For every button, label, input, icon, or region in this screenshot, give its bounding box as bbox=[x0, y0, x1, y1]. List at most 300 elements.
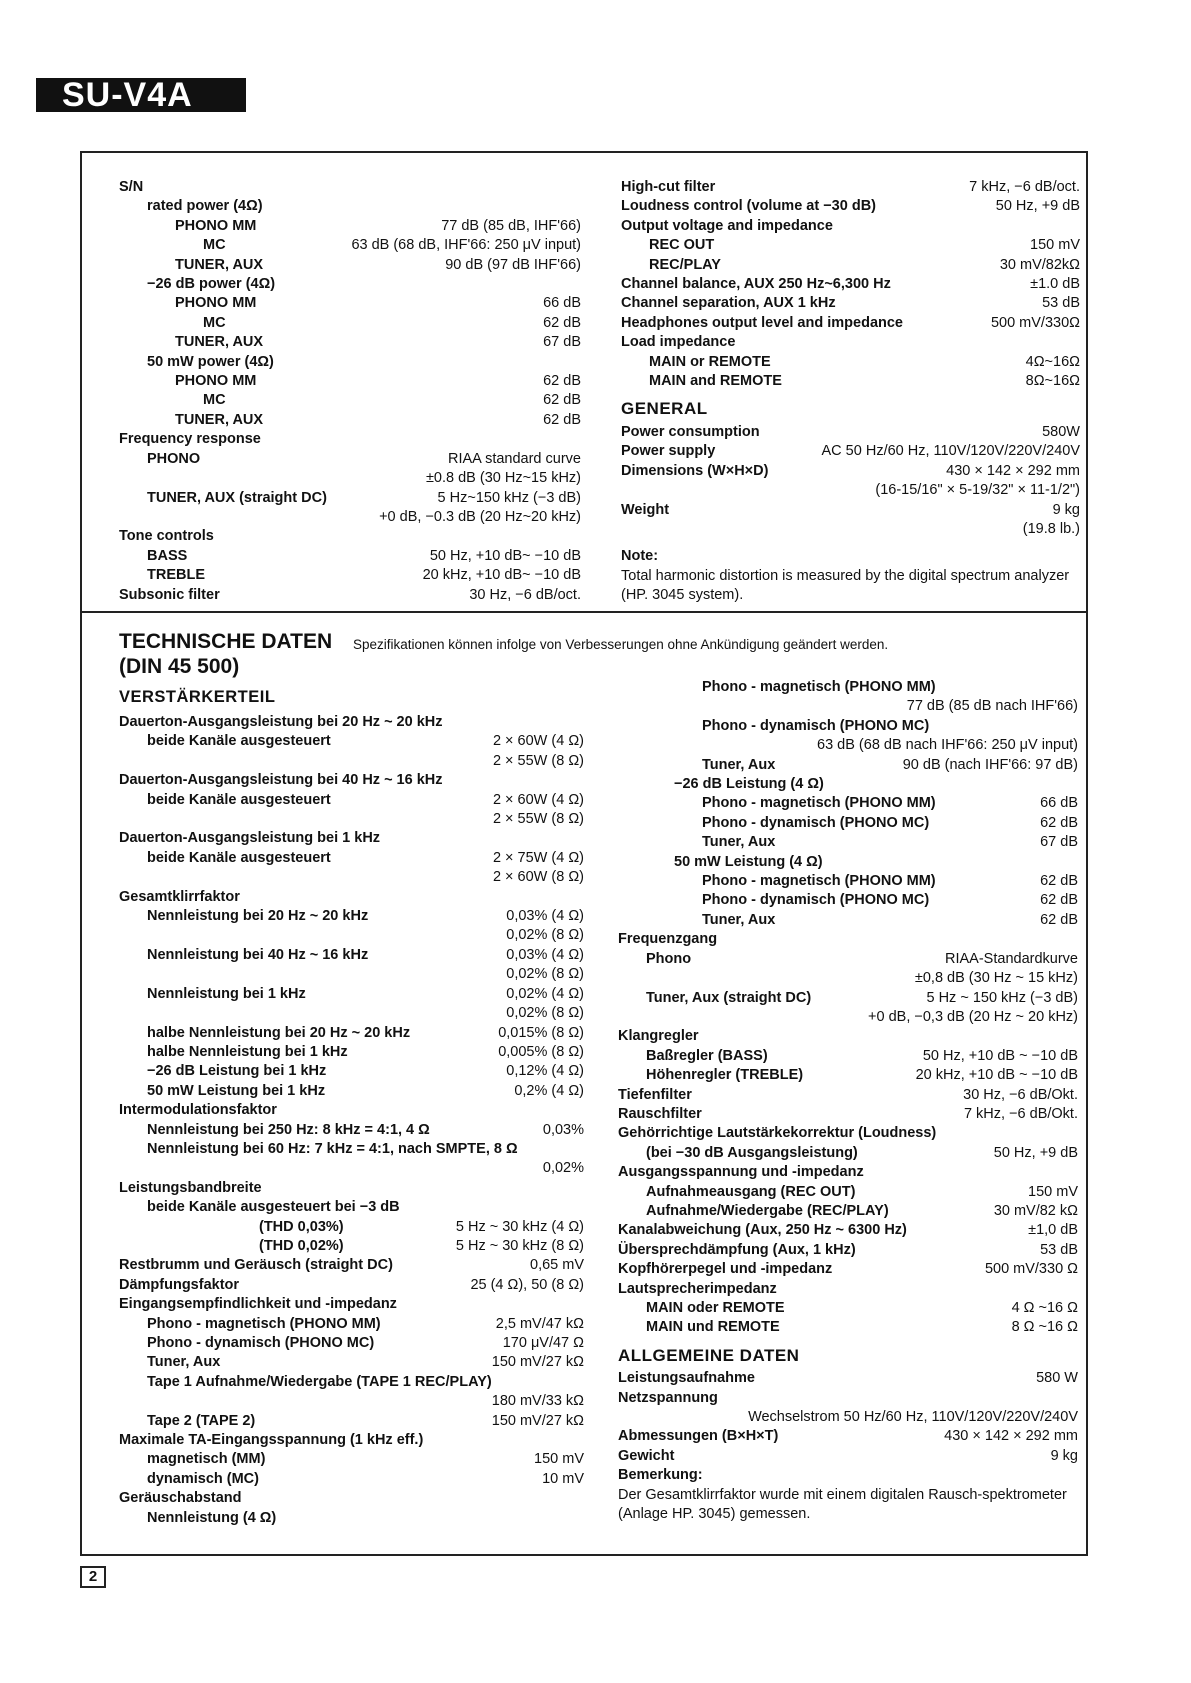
spec-label: Dämpfungsfaktor bbox=[119, 1276, 240, 1293]
spec-value: 0,015% (8 Ω) bbox=[498, 1024, 584, 1041]
spec-row bbox=[119, 1256, 584, 1275]
spec-row bbox=[119, 985, 584, 1004]
spec-label: 50 mW power (4Ω) bbox=[147, 353, 274, 370]
spec-label: Tuner, Aux (straight DC) bbox=[646, 989, 812, 1006]
spec-label: Power consumption bbox=[621, 423, 760, 440]
spec-value: 63 dB (68 dB, IHF'66: 250 μV input) bbox=[351, 237, 581, 254]
spec-label: (THD 0,03%) bbox=[259, 1218, 344, 1235]
spec-value: 7 kHz, −6 dB/Okt. bbox=[963, 1105, 1078, 1122]
spec-row bbox=[618, 1008, 1078, 1027]
spec-value: 2 × 75W (4 Ω) bbox=[492, 849, 584, 866]
spec-value: 150 mV/27 kΩ bbox=[491, 1354, 584, 1371]
spec-row bbox=[119, 353, 581, 372]
spec-row bbox=[119, 489, 581, 508]
spec-label: −26 dB Leistung bei 1 kHz bbox=[147, 1063, 327, 1080]
spec-label: Weight bbox=[621, 501, 670, 518]
note-heading: Note: bbox=[621, 548, 659, 565]
spec-value: 2 × 60W (4 Ω) bbox=[492, 733, 584, 750]
spec-row bbox=[618, 736, 1078, 755]
german-left-column bbox=[119, 713, 584, 1528]
spec-label: High-cut filter bbox=[621, 179, 716, 195]
spec-row bbox=[618, 1027, 1078, 1046]
spec-row bbox=[621, 314, 1080, 333]
spec-value: 0,02% (8 Ω) bbox=[506, 966, 584, 983]
spec-row bbox=[119, 508, 581, 527]
spec-row bbox=[119, 1450, 584, 1469]
spec-value: 10 mV bbox=[542, 1470, 584, 1487]
spec-row bbox=[119, 178, 581, 197]
spec-value: 180 mV/33 kΩ bbox=[491, 1393, 584, 1410]
spec-label: Restbrumm und Geräusch (straight DC) bbox=[119, 1257, 393, 1274]
spec-value: 4 Ω ~16 Ω bbox=[1011, 1300, 1078, 1316]
spec-value: 0,02% (8 Ω) bbox=[506, 1005, 584, 1022]
spec-row bbox=[618, 1260, 1078, 1279]
spec-label: magnetisch (MM) bbox=[147, 1451, 266, 1468]
spec-row bbox=[119, 1004, 584, 1023]
spec-label: Dauerton-Ausgangsleistung bei 40 Hz ~ 16 kHz bbox=[119, 772, 443, 789]
spec-row bbox=[119, 829, 584, 848]
spec-row bbox=[119, 1334, 584, 1353]
spec-value: 30 mV/82 kΩ bbox=[993, 1202, 1078, 1219]
general-heading: GENERAL bbox=[621, 399, 708, 419]
german-subtitle: Spezifikationen können infolge von Verbesserungen ohne Ankündigung geändert werden. bbox=[353, 637, 889, 652]
spec-label: Phono - dynamisch (PHONO MC) bbox=[702, 717, 930, 734]
spec-label: beide Kanäle ausgesteuert bbox=[147, 733, 331, 750]
spec-row bbox=[119, 1179, 584, 1198]
spec-label: Übersprechdämpfung (Aux, 1 kHz) bbox=[618, 1241, 856, 1258]
spec-label: Frequenzgang bbox=[618, 931, 718, 948]
spec-label: Ausgangsspannung und -impedanz bbox=[618, 1164, 864, 1181]
spec-label: (THD 0,02%) bbox=[259, 1237, 344, 1254]
spec-label: rated power (4Ω) bbox=[147, 198, 263, 215]
spec-label: S/N bbox=[119, 179, 144, 195]
spec-value: ±1.0 dB bbox=[1030, 276, 1080, 293]
spec-row bbox=[618, 1408, 1078, 1427]
spec-label: Phono - magnetisch (PHONO MM) bbox=[702, 873, 936, 890]
spec-value: 62 dB bbox=[543, 314, 581, 331]
spec-label: Subsonic filter bbox=[119, 586, 220, 603]
spec-row bbox=[618, 1066, 1078, 1085]
spec-value: ±0,8 dB (30 Hz ~ 15 kHz) bbox=[914, 970, 1078, 987]
spec-label: Dimensions (W×H×D) bbox=[621, 462, 769, 479]
spec-value: 8 Ω ~16 Ω bbox=[1011, 1319, 1078, 1336]
spec-label: Load impedance bbox=[621, 334, 736, 351]
spec-label: Abmessungen (B×H×T) bbox=[618, 1428, 779, 1445]
spec-value: 0,12% (4 Ω) bbox=[506, 1063, 584, 1080]
spec-row bbox=[119, 256, 581, 275]
spec-value: +0 dB, −0.3 dB (20 Hz~20 kHz) bbox=[379, 508, 581, 525]
spec-value: 67 dB bbox=[543, 334, 581, 351]
spec-label: TUNER, AUX bbox=[175, 256, 264, 273]
spec-row bbox=[621, 423, 1080, 442]
spec-label: Höhenregler (TREBLE) bbox=[646, 1067, 804, 1084]
german-title-line2: (DIN 45 500) bbox=[119, 655, 240, 678]
spec-row bbox=[621, 353, 1080, 372]
spec-row bbox=[618, 1105, 1078, 1124]
spec-label: Nennleistung bei 40 Hz ~ 16 kHz bbox=[147, 946, 369, 963]
spec-row bbox=[119, 314, 581, 333]
spec-label: Tuner, Aux bbox=[702, 834, 776, 851]
spec-label: Kopfhörerpegel und -impedanz bbox=[618, 1261, 833, 1278]
spec-value: 500 mV/330Ω bbox=[990, 314, 1080, 331]
spec-value: 430 × 142 × 292 mm bbox=[944, 1428, 1078, 1445]
spec-row bbox=[618, 794, 1078, 813]
spec-label: Leistungsbandbreite bbox=[119, 1179, 262, 1196]
spec-row bbox=[618, 1047, 1078, 1066]
spec-row bbox=[119, 1489, 584, 1508]
bemerkung-text: Der Gesamtklirrfaktor wurde mit einem digitalen Rausch-spektrometer (Anlage HP. 3045) gemessen. bbox=[618, 1486, 1067, 1523]
spec-value: ±0.8 dB (30 Hz~15 kHz) bbox=[425, 470, 581, 487]
spec-label: Maximale TA-Eingangsspannung (1 kHz eff.) bbox=[119, 1432, 424, 1449]
spec-row bbox=[618, 872, 1078, 891]
spec-row bbox=[618, 1241, 1078, 1260]
spec-value: 4Ω~16Ω bbox=[1025, 353, 1080, 370]
model-title: SU-V4A bbox=[36, 78, 246, 112]
spec-label: Tone controls bbox=[119, 528, 214, 545]
spec-row bbox=[119, 1159, 584, 1178]
spec-row bbox=[618, 930, 1078, 949]
spec-value: 66 dB bbox=[1040, 795, 1078, 812]
spec-value: RIAA standard curve bbox=[448, 450, 581, 467]
spec-label: MAIN or REMOTE bbox=[649, 353, 771, 370]
spec-value: 150 mV bbox=[534, 1451, 584, 1468]
spec-row bbox=[618, 1202, 1078, 1221]
spec-row bbox=[119, 1101, 584, 1120]
spec-row bbox=[621, 236, 1080, 255]
spec-row bbox=[618, 1086, 1078, 1105]
spec-value: 2 × 60W (4 Ω) bbox=[492, 791, 584, 808]
spec-value: 50 Hz, +10 dB~ −10 dB bbox=[429, 547, 581, 564]
spec-value: 53 dB bbox=[1040, 1241, 1078, 1258]
spec-value: 0,02% (8 Ω) bbox=[506, 927, 584, 944]
spec-value: 0,65 mV bbox=[530, 1257, 584, 1274]
spec-row bbox=[618, 1183, 1078, 1202]
spec-row bbox=[618, 1221, 1078, 1240]
spec-label: dynamisch (MC) bbox=[147, 1470, 259, 1487]
spec-row bbox=[621, 501, 1080, 520]
spec-label: TUNER, AUX bbox=[175, 411, 264, 428]
spec-label: Dauerton-Ausgangsleistung bei 20 Hz ~ 20 kHz bbox=[119, 714, 443, 730]
spec-label: Channel separation, AUX 1 kHz bbox=[621, 295, 836, 312]
spec-value: 25 (4 Ω), 50 (8 Ω) bbox=[470, 1276, 584, 1293]
spec-row bbox=[621, 275, 1080, 294]
spec-value: 150 mV/27 kΩ bbox=[491, 1412, 584, 1429]
spec-label: Channel balance, AUX 250 Hz~6,300 Hz bbox=[621, 276, 891, 293]
spec-value: 580 W bbox=[1036, 1370, 1078, 1387]
spec-row bbox=[119, 888, 584, 907]
spec-row bbox=[119, 217, 581, 236]
spec-row bbox=[119, 1431, 584, 1450]
spec-value: 0,02% bbox=[542, 1160, 584, 1177]
spec-row bbox=[618, 911, 1078, 930]
spec-row bbox=[621, 372, 1080, 391]
spec-value: 7 kHz, −6 dB/oct. bbox=[969, 179, 1080, 195]
spec-label: TUNER, AUX bbox=[175, 334, 264, 351]
spec-label: Nennleistung (4 Ω) bbox=[147, 1509, 277, 1526]
spec-label: Aufnahme/Wiedergabe (REC/PLAY) bbox=[646, 1202, 889, 1219]
spec-label: Phono bbox=[646, 950, 692, 967]
spec-value: 2 × 55W (8 Ω) bbox=[492, 752, 584, 769]
spec-row bbox=[119, 469, 581, 488]
spec-row bbox=[621, 256, 1080, 275]
spec-row bbox=[119, 771, 584, 790]
spec-row bbox=[618, 1389, 1078, 1408]
spec-row bbox=[119, 1276, 584, 1295]
section-heading: VERSTÄRKERTEIL bbox=[119, 688, 276, 706]
spec-row bbox=[119, 849, 584, 868]
spec-value: (19.8 lb.) bbox=[1022, 520, 1080, 537]
spec-row bbox=[119, 1043, 584, 1062]
spec-value: 62 dB bbox=[1040, 911, 1078, 928]
spec-value: 30 mV/82kΩ bbox=[999, 256, 1080, 273]
spec-row bbox=[621, 294, 1080, 313]
german-title-line1: TECHNISCHE DATEN bbox=[119, 630, 333, 653]
spec-row bbox=[621, 462, 1080, 481]
spec-row bbox=[119, 868, 584, 887]
spec-value: 50 Hz, +9 dB bbox=[995, 198, 1080, 215]
spec-label: PHONO bbox=[147, 450, 201, 467]
spec-value: 8Ω~16Ω bbox=[1025, 373, 1080, 390]
spec-value: 0,03% bbox=[542, 1121, 584, 1138]
spec-label: MAIN und REMOTE bbox=[646, 1319, 780, 1336]
spec-label: Rauschfilter bbox=[618, 1105, 702, 1122]
spec-label: Klangregler bbox=[618, 1028, 699, 1045]
spec-row bbox=[618, 1124, 1078, 1143]
section-divider bbox=[80, 611, 1088, 613]
spec-label: REC OUT bbox=[649, 237, 715, 254]
spec-row bbox=[119, 275, 581, 294]
spec-value: 2,5 mV/47 kΩ bbox=[495, 1315, 584, 1332]
spec-value: 150 mV bbox=[1028, 1183, 1078, 1200]
spec-label: Aufnahmeausgang (REC OUT) bbox=[646, 1183, 856, 1200]
spec-row bbox=[621, 333, 1080, 352]
spec-value: AC 50 Hz/60 Hz, 110V/120V/220V/240V bbox=[821, 443, 1080, 460]
spec-value: 77 dB (85 dB nach IHF'66) bbox=[906, 698, 1078, 715]
spec-value: 0,03% (4 Ω) bbox=[506, 946, 584, 963]
spec-label: MAIN oder REMOTE bbox=[646, 1300, 785, 1316]
spec-value: +0 dB, −0,3 dB (20 Hz ~ 20 kHz) bbox=[868, 1008, 1078, 1025]
spec-label: MC bbox=[203, 314, 226, 331]
spec-value: 50 Hz, +9 dB bbox=[993, 1144, 1078, 1161]
spec-row bbox=[618, 1280, 1078, 1299]
spec-row bbox=[618, 1163, 1078, 1182]
spec-row bbox=[621, 481, 1080, 500]
spec-row bbox=[119, 1198, 584, 1217]
spec-row bbox=[119, 1062, 584, 1081]
spec-row bbox=[618, 697, 1078, 716]
spec-label: Phono - magnetisch (PHONO MM) bbox=[702, 679, 936, 695]
spec-value: 150 mV bbox=[1030, 237, 1080, 254]
spec-value: ±1,0 dB bbox=[1028, 1222, 1078, 1239]
spec-label: −26 dB Leistung (4 Ω) bbox=[674, 776, 824, 793]
spec-row bbox=[621, 178, 1080, 197]
spec-label: Nennleistung bei 20 Hz ~ 20 kHz bbox=[147, 908, 369, 925]
spec-row bbox=[621, 520, 1080, 539]
spec-row bbox=[119, 391, 581, 410]
spec-label: Phono - dynamisch (PHONO MC) bbox=[702, 814, 930, 831]
spec-value: 90 dB (nach IHF'66: 97 dB) bbox=[902, 756, 1078, 773]
spec-row bbox=[119, 1353, 584, 1372]
spec-row bbox=[119, 732, 584, 751]
spec-row bbox=[119, 547, 581, 566]
spec-row bbox=[119, 946, 584, 965]
bemerkung-heading: Bemerkung: bbox=[618, 1467, 703, 1484]
spec-label: Nennleistung bei 60 Hz: 7 kHz = 4:1, nach SMPTE, 8 Ω bbox=[147, 1140, 518, 1157]
spec-label: Tape 1 Aufnahme/Wiedergabe (TAPE 1 REC/PLAY) bbox=[147, 1373, 492, 1390]
spec-row bbox=[618, 969, 1078, 988]
spec-row bbox=[119, 294, 581, 313]
spec-row bbox=[119, 566, 581, 585]
spec-row bbox=[119, 430, 581, 449]
spec-label: Nennleistung bei 250 Hz: 8 kHz = 4:1, 4 Ω bbox=[147, 1121, 430, 1138]
spec-label: beide Kanäle ausgesteuert bbox=[147, 791, 331, 808]
spec-value: 66 dB bbox=[543, 295, 581, 312]
spec-label: Intermodulationsfaktor bbox=[119, 1102, 277, 1119]
spec-value: 500 mV/330 Ω bbox=[984, 1261, 1078, 1278]
spec-value: 170 μV/47 Ω bbox=[502, 1335, 584, 1351]
spec-label: Dauerton-Ausgangsleistung bei 1 kHz bbox=[119, 830, 381, 847]
spec-label: Tiefenfilter bbox=[618, 1086, 692, 1103]
page-number: 2 bbox=[80, 1566, 106, 1588]
spec-label: Gesamtklirrfaktor bbox=[119, 888, 240, 905]
spec-value: 430 × 142 × 292 mm bbox=[946, 462, 1080, 479]
spec-label: PHONO MM bbox=[175, 295, 257, 312]
spec-row bbox=[618, 1318, 1078, 1337]
spec-label: Tuner, Aux bbox=[147, 1354, 221, 1371]
spec-row bbox=[618, 756, 1078, 775]
spec-label: Eingangsempfindlichkeit und -impedanz bbox=[119, 1296, 397, 1313]
spec-label: halbe Nennleistung bei 20 Hz ~ 20 kHz bbox=[147, 1024, 411, 1041]
spec-row bbox=[119, 752, 584, 771]
spec-label: Netzspannung bbox=[618, 1389, 718, 1406]
spec-row bbox=[119, 527, 581, 546]
spec-row bbox=[119, 372, 581, 391]
spec-label: Geräuschabstand bbox=[119, 1490, 242, 1507]
spec-row bbox=[618, 989, 1078, 1008]
spec-value: 0,03% (4 Ω) bbox=[506, 908, 584, 925]
spec-label: REC/PLAY bbox=[649, 256, 721, 273]
spec-label: Lautsprecherimpedanz bbox=[618, 1280, 777, 1297]
spec-label: Phono - dynamisch (PHONO MC) bbox=[147, 1335, 375, 1351]
spec-row bbox=[119, 1470, 584, 1489]
spec-row bbox=[119, 926, 584, 945]
spec-row bbox=[618, 1299, 1078, 1318]
spec-row bbox=[119, 1315, 584, 1334]
spec-value: 63 dB (68 dB nach IHF'66: 250 μV input) bbox=[817, 737, 1078, 754]
spec-value: 0,2% (4 Ω) bbox=[514, 1082, 584, 1099]
spec-value: 0,02% (4 Ω) bbox=[506, 985, 584, 1002]
spec-row bbox=[618, 891, 1078, 910]
spec-label: −26 dB power (4Ω) bbox=[147, 276, 276, 293]
spec-row bbox=[119, 791, 584, 810]
allgemeine-heading: ALLGEMEINE DATEN bbox=[618, 1345, 800, 1365]
spec-row bbox=[119, 586, 581, 605]
spec-row bbox=[621, 442, 1080, 461]
spec-value: 62 dB bbox=[1040, 814, 1078, 831]
spec-row bbox=[618, 1144, 1078, 1163]
spec-label: MAIN and REMOTE bbox=[649, 373, 782, 390]
spec-row bbox=[119, 1295, 584, 1314]
spec-row bbox=[119, 236, 581, 255]
spec-value: 5 Hz ~ 150 kHz (−3 dB) bbox=[926, 989, 1078, 1006]
german-title bbox=[119, 629, 332, 679]
spec-value: 0,005% (8 Ω) bbox=[498, 1043, 584, 1060]
spec-value: 5 Hz~150 kHz (−3 dB) bbox=[437, 489, 581, 506]
spec-label: 50 mW Leistung (4 Ω) bbox=[674, 853, 823, 870]
spec-value: 50 Hz, +10 dB ~ −10 dB bbox=[922, 1047, 1078, 1064]
spec-row bbox=[618, 853, 1078, 872]
spec-label: Loudness control (volume at −30 dB) bbox=[621, 198, 876, 215]
spec-label: MC bbox=[203, 237, 226, 254]
spec-label: (bei −30 dB Ausgangsleistung) bbox=[646, 1144, 858, 1161]
spec-label: Tape 2 (TAPE 2) bbox=[147, 1412, 256, 1429]
spec-label: MC bbox=[203, 392, 226, 409]
spec-label: TREBLE bbox=[147, 567, 205, 584]
spec-row bbox=[119, 1509, 584, 1528]
spec-row bbox=[119, 1024, 584, 1043]
spec-row bbox=[119, 197, 581, 216]
spec-label: BASS bbox=[147, 547, 188, 564]
spec-row bbox=[119, 1237, 584, 1256]
spec-value: 20 kHz, +10 dB ~ −10 dB bbox=[915, 1067, 1078, 1084]
spec-label: 50 mW Leistung bei 1 kHz bbox=[147, 1082, 326, 1099]
spec-label: Gehörrichtige Lautstärkekorrektur (Loudness) bbox=[618, 1125, 937, 1142]
spec-value: 62 dB bbox=[543, 392, 581, 409]
spec-value: 62 dB bbox=[1040, 873, 1078, 890]
spec-row bbox=[119, 450, 581, 469]
spec-label: Phono - magnetisch (PHONO MM) bbox=[147, 1315, 381, 1332]
spec-value: 5 Hz ~ 30 kHz (4 Ω) bbox=[455, 1218, 584, 1235]
spec-row bbox=[621, 217, 1080, 236]
spec-label: halbe Nennleistung bei 1 kHz bbox=[147, 1043, 348, 1060]
spec-value: 62 dB bbox=[543, 411, 581, 428]
spec-row bbox=[119, 1082, 584, 1101]
spec-value: 20 kHz, +10 dB~ −10 dB bbox=[422, 567, 581, 584]
spec-row bbox=[618, 1369, 1078, 1388]
spec-value: 9 kg bbox=[1050, 1447, 1078, 1464]
spec-row bbox=[119, 1140, 584, 1159]
spec-value: 67 dB bbox=[1040, 834, 1078, 851]
spec-value: 62 dB bbox=[543, 373, 581, 390]
spec-row bbox=[618, 814, 1078, 833]
spec-row bbox=[119, 1412, 584, 1431]
spec-label: Leistungsaufnahme bbox=[618, 1370, 755, 1387]
spec-row bbox=[618, 717, 1078, 736]
spec-row bbox=[119, 713, 584, 732]
spec-label: Frequency response bbox=[119, 431, 261, 448]
spec-row bbox=[618, 1427, 1078, 1446]
spec-label: Gewicht bbox=[618, 1447, 675, 1464]
spec-row bbox=[119, 333, 581, 352]
spec-label: PHONO MM bbox=[175, 373, 257, 390]
spec-label: Tuner, Aux bbox=[702, 756, 776, 773]
spec-row bbox=[119, 907, 584, 926]
spec-row bbox=[119, 965, 584, 984]
spec-value: 580W bbox=[1042, 423, 1080, 440]
spec-label: Kanalabweichung (Aux, 250 Hz ~ 6300 Hz) bbox=[618, 1222, 907, 1239]
spec-row bbox=[119, 1218, 584, 1237]
spec-row bbox=[119, 411, 581, 430]
spec-row bbox=[618, 1447, 1078, 1466]
spec-label: Baßregler (BASS) bbox=[646, 1047, 768, 1064]
spec-value: 62 dB bbox=[1040, 892, 1078, 909]
spec-value: 2 × 60W (8 Ω) bbox=[492, 869, 584, 886]
spec-value: 90 dB (97 dB IHF'66) bbox=[445, 256, 581, 273]
spec-label: Output voltage and impedance bbox=[621, 217, 833, 234]
spec-value: Wechselstrom 50 Hz/60 Hz, 110V/120V/220V/240V bbox=[748, 1409, 1078, 1426]
spec-row bbox=[119, 810, 584, 829]
spec-value: 53 dB bbox=[1042, 295, 1080, 312]
